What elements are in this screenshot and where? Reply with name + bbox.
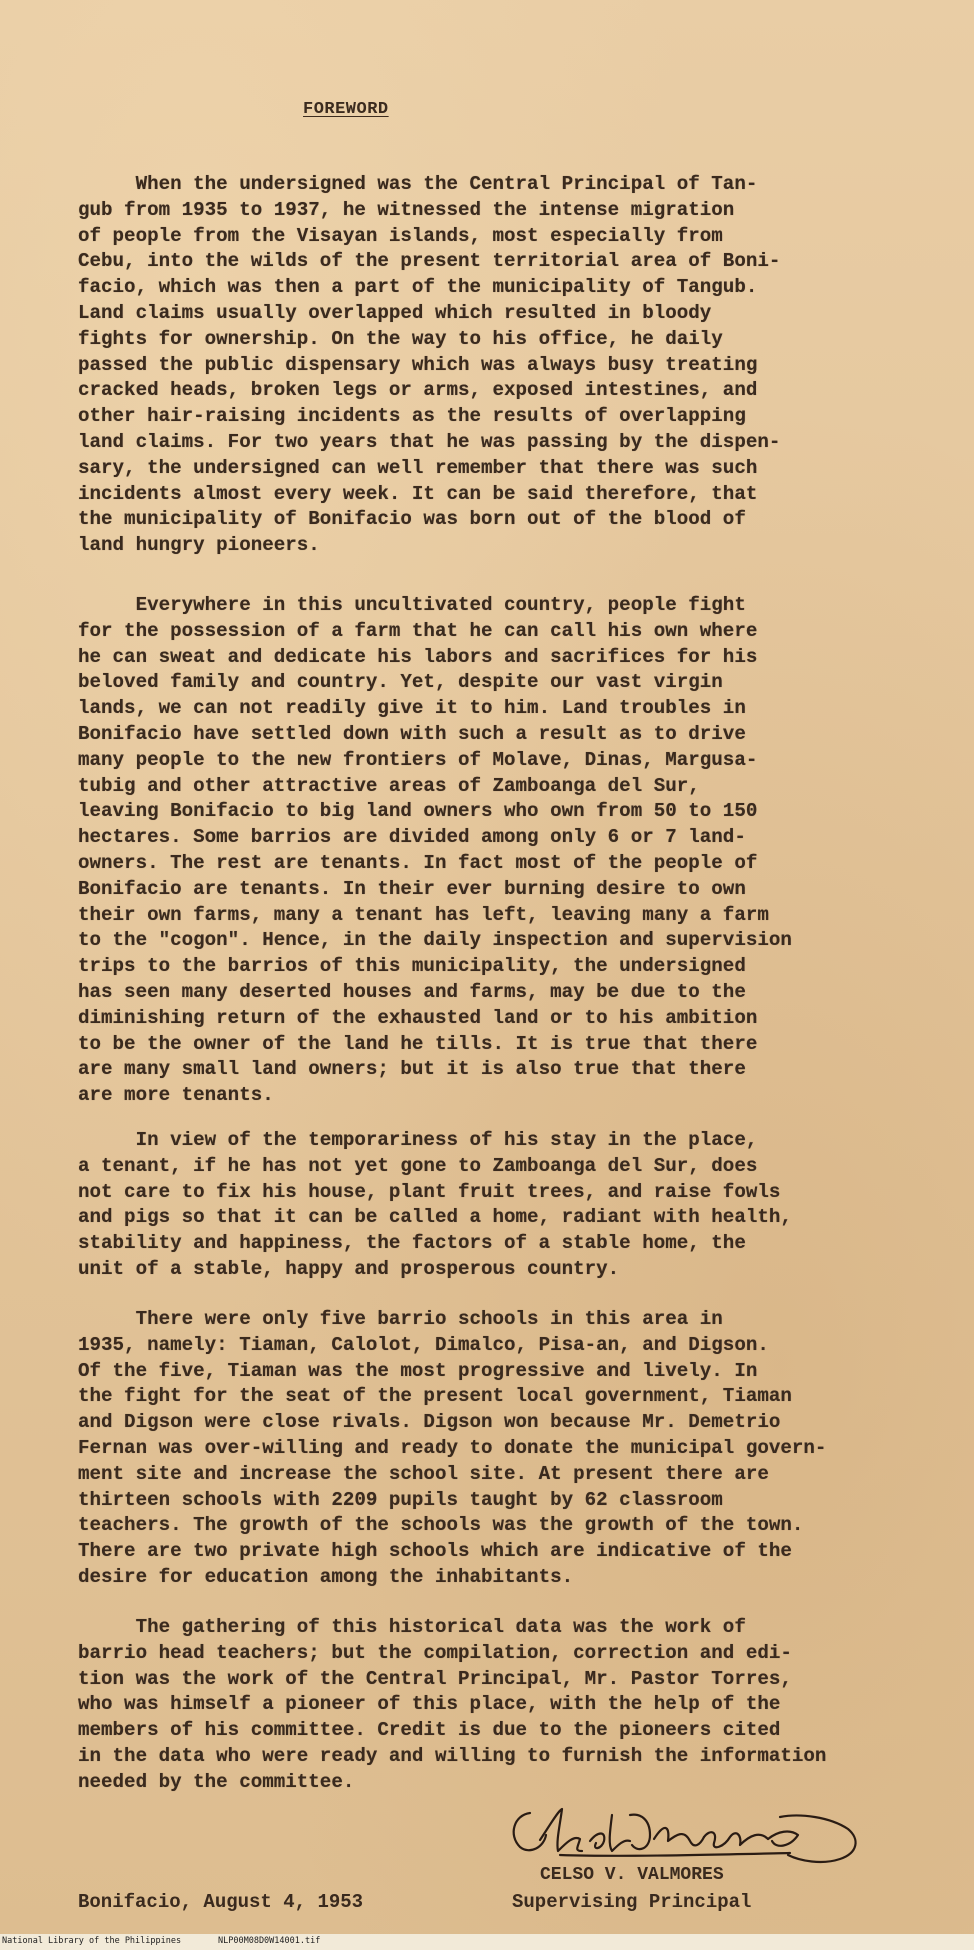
paragraph-3: In view of the temporariness of his stay in the place, a tenant, if he has not yet gone to Zamboanga del Sur, does not care to fix his house, plant fruit trees, and raise fowls and pigs so that it can be called a home, radiant with health, stability and happiness, the factors of a stable home, the unit of a stable, happy and prosperous country. (78, 1129, 792, 1280)
scan-footer (0, 1934, 974, 1950)
paragraph-1: When the undersigned was the Central Principal of Tan- gub from 1935 to 1937, he witnessed the intense migration of people from the Visayan islands, most especially from Cebu, into the wilds of the present territorial area of Boni- facio, which was then a part of the municipality of Tangub. Land claims usually overlapped which resulted in bloody fights for ownership. On the way to his office, he daily passed the public dispensary which was always busy treating cracked heads, broken legs or arms, exposed intestines, and other hair-raising incidents as the results of overlapping land claims. For two years that he was passing by the dispen- sary, the undersigned can well remember that there was such incidents almost every week. It can be said therefore, that the municipality of Bonifacio was born out of the blood of land hungry pioneers. (78, 173, 781, 557)
signer-title: Supervising Principal (512, 1891, 752, 1913)
paragraph-4: There were only five barrio schools in this area in 1935, namely: Tiaman, Calolot, Dimalco, Pisa-an, and Digson. Of the five, Tiaman was the most progressive and lively. In the fight for the seat of the present local government, Tiaman and Digson were close rivals. Digson won because Mr. Demetrio Fernan was over-willing and ready to donate the municipal govern- ment site and increase the school site. At present there are thirteen schools with 2209 pupils taught by 62 classroom teachers. The growth of the schools was the growth of the town. There are two private high schools which are indicative of the desire for education among the inhabitants. (78, 1308, 827, 1588)
paragraph-2: Everywhere in this uncultivated country, people fight for the possession of a farm that he can call his own where he can sweat and dedicate his labors and sacrifices for his beloved family and country. Yet, despite our vast virgin lands, we can not readily give it to him. Land troubles in Bonifacio have settled down with such a result as to drive many people to the new frontiers of Molave, Dinas, Margusa- tubig and other attractive areas of Zamboanga del Sur, leaving Bonifacio to big land owners who own from 50 to 150 hectares. Some barrios are divided among only 6 or 7 land- owners. The rest are tenants. In fact most of the people of Bonifacio are tenants. In their ever burning desire to own their own farms, many a tenant has left, leaving many a farm to the "cogon". Hence, in the daily inspection and supervision trips to the barrios of this municipality, the undersigned has seen many deserted houses and farms, may be due to the diminishing return of the exhausted land or to his ambition to be the owner of the land he tills. It is true that there are many small land owners; but it is also true that there are more tenants. (78, 594, 792, 1107)
signer-name: CELSO V. VALMORES (540, 1865, 724, 1885)
page-title: FOREWORD (303, 100, 389, 119)
place-and-date: Bonifacio, August 4, 1953 (78, 1891, 364, 1913)
paragraph-5: The gathering of this historical data was the work of barrio head teachers; but the compilation, correction and edi- tion was the work of the Central Principal, Mr. Pastor Torres, who was himself a pioneer of this place, with the help of the members of his committee. Credit is due to the pioneers cited in the data who were ready and willing to furnish the information needed by the committee. (78, 1616, 827, 1793)
file-id: NLP00M08D0W14001.tif (218, 1936, 321, 1946)
handwritten-signature (500, 1795, 870, 1870)
library-credit: National Library of the Philippines (2, 1936, 182, 1946)
